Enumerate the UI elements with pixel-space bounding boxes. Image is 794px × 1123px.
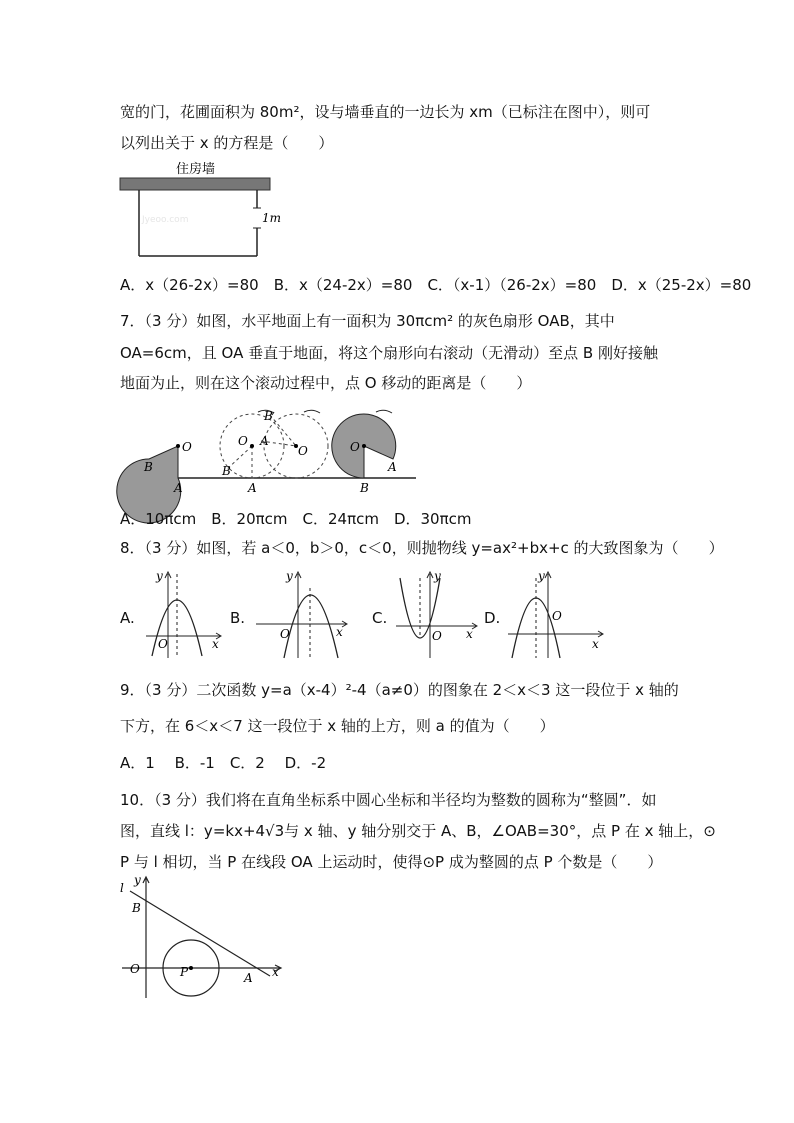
q6-options: A．x（26-2x）=80 B．x（24-2x）=80 C．（x-1）（26-2x）=80 D．x（25-2x）=80 bbox=[120, 276, 752, 294]
svg-text:y: y bbox=[538, 569, 545, 583]
svg-text:O: O bbox=[552, 609, 562, 623]
q8-text-line-1: 8．（3 分）如图，若 a＜0，b＞0，c＜0，则抛物线 y=ax²+bx+c 的大致图象为（ ） bbox=[120, 539, 724, 557]
sector-end-A: A bbox=[388, 460, 397, 474]
q10-text-line-2: 图，直线 l：y=kx+4√3与 x 轴、y 轴分别交于 A、B，∠OAB=30°，点 P 在 x 轴上，⊙ bbox=[120, 822, 716, 840]
sector-start-O: O bbox=[182, 440, 192, 454]
watermark: Jyeoo.com bbox=[142, 215, 189, 225]
sector-start-center bbox=[176, 444, 180, 448]
door-width-label: 1m bbox=[262, 211, 282, 225]
sector-end-B: B bbox=[360, 481, 369, 495]
svg-text:O: O bbox=[432, 629, 442, 643]
middle-B-upper: B bbox=[264, 409, 273, 423]
svg-text:y: y bbox=[286, 569, 293, 583]
q8-graph-D bbox=[506, 568, 606, 660]
wall-label: 住房墙 bbox=[176, 162, 216, 177]
svg-text:x: x bbox=[592, 637, 599, 651]
roll-arrow-2 bbox=[304, 410, 320, 413]
q9-text-line-1: 9．（3 分）二次函数 y=a（x-4）²-4（a≠0）的图象在 2＜x＜3 这一段位于 x 轴的 bbox=[120, 681, 679, 699]
svg-text:x: x bbox=[212, 637, 219, 651]
q9-text-line-2: 下方，在 6＜x＜7 这一段位于 x 轴的上方，则 a 的值为（ ） bbox=[120, 717, 555, 735]
q7-text-line-3: 地面为止，则在这个滚动过程中，点 O 移动的距离是（ ） bbox=[120, 374, 532, 392]
label-y: y bbox=[134, 873, 141, 887]
center-P bbox=[189, 966, 193, 970]
line-l bbox=[130, 891, 270, 976]
parabola bbox=[284, 595, 338, 658]
svg-text:O: O bbox=[280, 627, 290, 641]
q8-graph-C bbox=[394, 568, 480, 660]
sector-start-A: A bbox=[174, 481, 183, 495]
label-B: B bbox=[132, 901, 141, 915]
house-wall bbox=[120, 178, 270, 190]
q10-text-line-3: P 与 l 相切，当 P 在线段 OA 上运动时，使得⊙P 成为整圆的点 P 个数是（ ） bbox=[120, 853, 663, 871]
q10-tangent-circle-figure bbox=[112, 872, 288, 1004]
middle-B: B bbox=[222, 464, 231, 478]
q8-graph-A bbox=[144, 568, 224, 660]
q6-text-line-1: 宽的门，花圃面积为 80m²，设与墙垂直的一边长为 xm（已标注在图中），则可 bbox=[120, 103, 651, 121]
label-O: O bbox=[130, 962, 140, 976]
middle-O: O bbox=[238, 434, 248, 448]
middle-A: A bbox=[248, 481, 257, 495]
q8-choice-C-label: C. bbox=[372, 609, 388, 627]
q8-choice-D-label: D. bbox=[484, 609, 501, 627]
q6-text-line-2: 以列出关于 x 的方程是（ ） bbox=[120, 134, 334, 152]
label-x: x bbox=[272, 965, 279, 979]
svg-text:x: x bbox=[466, 627, 473, 641]
q7-rolling-sector-figure bbox=[118, 405, 418, 497]
q7-options: A．10πcm B．20πcm C．24πcm D．30πcm bbox=[120, 510, 472, 528]
sector-end-center bbox=[362, 444, 366, 448]
q7-text-line-1: 7．（3 分）如图，水平地面上有一面积为 30πcm² 的灰色扇形 OAB，其中 bbox=[120, 312, 615, 330]
label-P: P bbox=[180, 965, 189, 979]
svg-text:y: y bbox=[156, 569, 163, 583]
sector-end-O: O bbox=[350, 440, 360, 454]
svg-text:y: y bbox=[434, 569, 441, 583]
q7-text-line-2: OA=6cm，且 OA 垂直于地面，将这个扇形向右滚动（无滑动）至点 B 刚好接触 bbox=[120, 344, 658, 362]
q10-text-line-1: 10．（3 分）我们将在直角坐标系中圆心坐标和半径均为整数的圆称为“整圆”．如 bbox=[120, 791, 657, 809]
q9-options: A．1 B．-1 C．2 D．-2 bbox=[120, 754, 327, 772]
q8-choice-B-label: B. bbox=[230, 609, 246, 627]
sector-start-B: B bbox=[144, 460, 153, 474]
svg-text:x: x bbox=[336, 625, 343, 639]
svg-text:O: O bbox=[158, 637, 168, 651]
q6-garden-figure bbox=[118, 160, 282, 260]
middle-A-upper: A bbox=[260, 434, 269, 448]
q8-choice-A-label: A. bbox=[120, 609, 135, 627]
middle-center-1 bbox=[250, 444, 254, 448]
label-l: l bbox=[120, 881, 124, 895]
q8-graph-B bbox=[254, 568, 350, 660]
roll-arrow-3 bbox=[376, 410, 392, 413]
dash-BO2 bbox=[270, 415, 296, 446]
label-A: A bbox=[244, 971, 253, 985]
middle-O2: O bbox=[298, 444, 308, 458]
